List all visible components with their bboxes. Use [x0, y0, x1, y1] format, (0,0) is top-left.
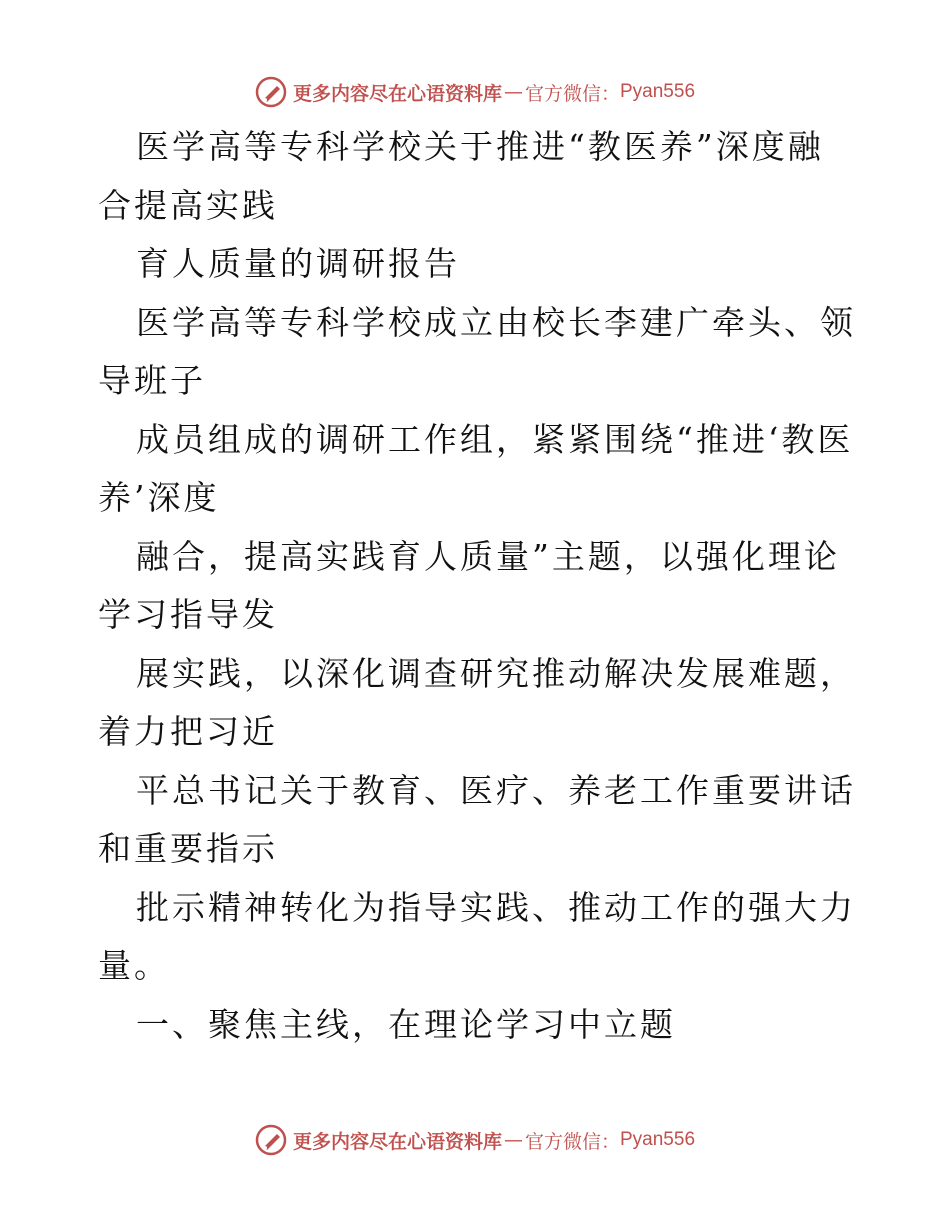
text-line: 展实践，以深化调查研究推动解决发展难题，着 [98, 653, 856, 751]
paragraph-body [98, 879, 858, 996]
text-line: 习指导发 [134, 595, 278, 634]
paragraph-body [98, 528, 858, 645]
paragraph-body [98, 411, 858, 528]
section-heading [98, 996, 858, 1055]
watermark-official-text: 官方微信： [524, 1130, 620, 1153]
text-line: 成员组成的调研工作组，紧紧围绕“推进‘教医 [136, 419, 854, 459]
text-line: 一、聚焦主线，在理论学习中立题 [136, 1004, 676, 1044]
watermark-official-text: 官方微信： [524, 82, 620, 105]
footer-watermark [0, 1120, 950, 1160]
pen-logo-icon [255, 1124, 287, 1156]
text-line: 量。 [98, 946, 170, 985]
text-line: 重要指示 [134, 829, 278, 868]
text-line: 班子 [134, 361, 206, 400]
text-line: 育人质量的调研报告 [136, 244, 460, 283]
pen-logo-icon [255, 76, 287, 108]
paragraph-body [98, 762, 858, 879]
watermark-dash: — [503, 1129, 523, 1151]
text-line: 力把习近 [134, 712, 278, 751]
text-line: 平总书记关于教育、医疗、养老工作重要讲话和 [98, 770, 856, 868]
watermark-site-text: 更多内容尽在心语资料库 [292, 82, 502, 105]
header-watermark [0, 72, 950, 112]
paragraph-body [98, 294, 858, 411]
paragraph-title [98, 118, 858, 235]
watermark-dash: — [503, 81, 523, 103]
watermark-site-text: 更多内容尽在心语资料库 [292, 1130, 502, 1153]
paragraph-subtitle [98, 235, 858, 294]
paragraph-body [98, 645, 858, 762]
text-line: 提高实践 [134, 185, 278, 225]
watermark-id-text: Pyan556 [620, 1129, 696, 1150]
text-line: 融合，提高实践育人质量”主题，以强化理论学 [98, 536, 840, 634]
text-line: 医学高等专科学校成立由校长李建广牵头、领导 [98, 302, 856, 400]
text-line: 批示精神转化为指导实践、推动工作的强大力 [136, 887, 856, 927]
document-body [98, 118, 858, 1054]
text-line: 养’深度 [98, 478, 220, 517]
watermark-id-text: Pyan556 [620, 81, 696, 102]
text-line: 医学高等专科学校关于推进“教医养”深度融合 [98, 127, 824, 225]
